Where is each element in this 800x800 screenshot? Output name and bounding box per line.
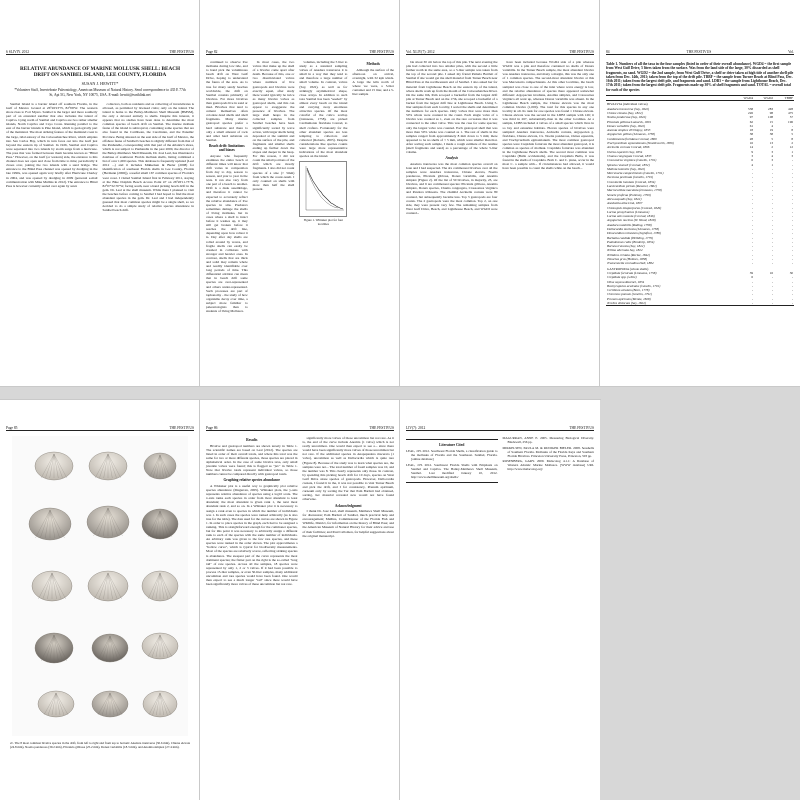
species-name: Barnea truncata (Say, 1822) <box>607 244 645 249</box>
count-cell: - <box>791 296 793 301</box>
count-cell: - <box>751 231 753 236</box>
count-cell: - <box>791 283 793 288</box>
table-caption <box>606 62 794 92</box>
page-3 <box>400 0 600 386</box>
count-cell: - <box>791 252 793 257</box>
count-cell: - <box>751 171 753 176</box>
count-cell: 18 <box>749 128 753 133</box>
reference-entry: MIKKELSEN, PAULA M. & RUDIGER BIELER. 2008. Seashells of Southern Florida. Mollusks of the Florida Keys and Southern Florida Bivalves. Princeton University Press, Princeton, 503 pp. <box>502 445 594 458</box>
count-cell: - <box>791 196 793 201</box>
count-cell: - <box>791 158 793 163</box>
running-head-left: Page 85 <box>6 426 18 430</box>
count-cell: 38 <box>769 132 773 137</box>
count-cell: - <box>751 244 753 249</box>
count-cell: - <box>791 218 793 223</box>
species-name: Argopecten nucleus (W. Wood, 1828) <box>607 218 656 223</box>
count-cell: 428 <box>788 106 793 111</box>
count-cell: - <box>771 292 773 297</box>
paragraph: collectors, both as residents and as collecting of invertebrates is allowed, as permitted by licensed crabs; only on the island. The island is home to the Bailey-Matthews Shell Museum (BMSM), the only a devoted entirely to shells. Despite this interest, it appears that no studies have been done to determine the most common species of beach drift on Sanibel. The marine mollusk fauna of the island is subtropical, containing some species that are also found in the Caribbean, the Carolinian, and the Panamic Province. Being situated on the east side of the Gulf of Mexico, the offshore fauna of Sanibel's beaches is slightly different from that of the Panhandle, corresponding with that part of the Atlantic's shore, which is not subject to Panhandle in the past 2000, the director of the Bailey-Matthews Shell Museum, Dr. José Leal, has illustrated a database of southwest Florida mollusk shells, listing combined a list of over 1,000 species. This database is frequently updated (Leal 2012 ...) and it includes Mikkelsen & Bieler (2008) for identification of southeast Florida shells in Lee County, Florida (Hermann (2006)), a useful small 167 common species of Florida's west coast. I visited Sanibel Island first in February 2011, staying at the Blue Dolphin Beach Access Point #7 on 26°26'11.73"N, 82°07'32.70"W, facing south, near a hand picking beach drift in the gem. Dr. Leal at the shell museum. While there I planned to visit the beaches before coming to Sanibel I had hoped to find the most abundant species in the gem. Dr. Leal and I had independently guessed that most common species might be a single shell, so we decided to do a simple study of relative species abundance in Sanibel beach drift. <box>102 101 194 213</box>
running-head <box>206 46 394 55</box>
count-cell: - <box>751 261 753 266</box>
paragraph: volumes, including the 5 liter to study as a standard sampling valves of Anadara transversa it is small in a way that they tend to and therefore a large number of small volume. In contrast, valves (Say, 1822), as well as for strikingly asymmetrical shape, close arrays. In addition to such taxa Sanibel has been "seeded" by almost every beach on the island and carrying away enormous attractive species. Of the most colorful of the calico scallop (Linnaeus, 1758), are picked Cardiumonia floridana Conrad, to shell crafters. Fortunately for the other abundant species are less tempting to collectors and collected (Roberts, 2005). Despite considerations like species counts were large more representative indications of the most abundant species on the island. <box>299 60 348 159</box>
count-cell: - <box>751 175 753 180</box>
paragraph: continued to observe live mollusks during low tide, and to hand pick the voluminous beach drift on West Gulf Drive, hoping to understand the fauna of the area. As is true for many sandy beaches worldwide, the drift on Sanibel consists primarily of bivalves. Far more bivalves than gastropods live in sand or mud. Bivalves that tend to cement themselves often colonize dead shells and shell fragments. Many marine gastropod species prefer a hard substrate and there is only a small amount of rock and other hard substrate on Sanibel. <box>206 60 248 142</box>
paragraph: A Whitaker plot is a useful way to graphically plot relative species abundance (Magurran, 2005). Whitaker plots, the y-axis represents relative abundance of species using a log10 scale. The x-axis ranks each species in order from most abundant to least abundant; the most abundant is given rank 1, the next most abundant rank 2, and so on. In a Whitaker plot it is necessary to assign a rank even to species in which the number of individuals was 1. In such cases the species were ranked arbitrarily (as is also true for the table). The data used for the curves are shown in Figure 1. In order to place species in the graph, each had to be assigned a ranking. This is straightforward enough for the commoner species, but for this point it was necessary to arbitrarily assign a different rank to each of the species with the same number of individuals. An arbitrary rank was given to the few rare species, and these species were ranked in the order shown. The plot approximates a "hollow curve", which is typical for biodiversity measurements. Most of the species are relatively scarce, reflecting striking species is abundance. The steepest part of the curve represents the most dominant species; the flatter part on the right is the so-called "long tail" of rare species. Across all the samples, 18 species were represented by only 1, 2 or 3 valves. If it had been possible to process 15-liter samples, or even 50-liter samples, many additional uncommon and rare species would have been found. One would then expect to see a much longer "tail" since there would have been significantly more valves of these uncommon but not rare. <box>206 483 298 587</box>
page-1 <box>0 0 200 386</box>
count-cell: 3 <box>771 149 773 154</box>
count-cell: 3 <box>751 153 753 158</box>
count-cell: - <box>751 196 753 201</box>
shell-image <box>38 691 74 717</box>
count-cell: 16 <box>749 141 753 146</box>
text-columns <box>6 102 194 214</box>
shell-image <box>32 571 72 601</box>
species-name: Crepidula spp. (white) <box>607 275 637 280</box>
count-cell: - <box>791 184 793 189</box>
running-head-journal: THE FESTIVUS <box>169 426 194 430</box>
species-name: Crassostrea virginica (Gmelin, 1791) <box>607 158 657 163</box>
count-cell: - <box>751 214 753 219</box>
paragraph: Sanibel Island is a barrier island off southern Florida, in the Gulf of Mexico located at 26°26'23"N, 82°06'W. The western shore rises to Fort Myers. Sanibel is the larger and more southerly part of an extended sandbar that also includes the island of Captiva. Lying north of Sanibel and Captiva are two rather smaller islands, North Captiva and Cayo Costa. Running parallel to the east of the barrier islands is Pine Island, which is geologically part of the mainland. The most striking feature of the mainland coast is the large, tidal estuary of the Caloosahatchee River, which empties into San Carlos Bay, which in turn faces out into the Gulf just beyond the eastern tip of Sanibel. In 1926, Sanibel and Captiva were separated into two islands by storm surge from a hurricane. The pass that was formed between them became known as "Blind Pass." However, on the Gulf (or western) side, the entrance to this channel does not open and close from time to time; periodically it closes over, joining the two islands with a sand bridge. The entrance to the Blind Pass channel was opened by dredging in the late 1990s, was opened again very briefly after Hurricane Charley in 2004, and was opened by dredging in 2009 (personal e-mail communication with Mike Mullins in 2012). The entrance to Blind Pass is however currently sealed over again by sand. <box>6 101 98 188</box>
count-cell: - <box>771 275 773 280</box>
table-body <box>606 101 794 306</box>
count-cell: 8 <box>791 128 793 133</box>
group-label: GASTROPODA (whole shells) <box>607 266 649 271</box>
reference-entry: MAGURRAN, ANNE E. 2005. Measuring Biological Diversity. Blackwell, 256 pp. <box>502 436 594 444</box>
text-column-2 <box>253 60 295 315</box>
text-column-1 <box>406 60 498 216</box>
count-cell: - <box>791 179 793 184</box>
references-left <box>406 436 498 486</box>
count-cell: - <box>771 239 773 244</box>
page-6 <box>200 400 400 800</box>
count-cell: - <box>754 301 774 306</box>
text-column-4 <box>352 60 394 315</box>
section-heading: Analysis <box>445 156 459 161</box>
count-cell: - <box>751 166 753 171</box>
references-right <box>503 436 595 486</box>
text-column-1 <box>6 102 98 214</box>
species-name: Timoclea grus (Holmes, 1858) <box>607 257 648 262</box>
species-name: Chama congregata Conrad, 1833 <box>607 153 652 158</box>
species-name: Anadara transversa (Say, 1822) <box>607 106 650 111</box>
count-cell: - <box>751 222 753 227</box>
count-cell: 15 <box>769 119 773 124</box>
count-cell: - <box>771 244 773 249</box>
count-cell: 2 <box>771 145 773 150</box>
article-content <box>206 60 394 315</box>
divider <box>406 439 498 440</box>
paragraph: have been included because WGD4 side of a pile whereas WGD2 was a pile and therefore contained no shells of Donax variabilis. In the Turner Beach sample, the most abundant bivalve was Anadara transversa, and many a margin, this was the only one of 1 common species. The second-most abundant bivalve at this was Mercenaria campechiensis. At this other localities, the beach sampled was close to one of the inlet where wave energy is low, and the relative abundance of species there appeared somewhat different: Argopecten irradians, Anomia simplex, and Crassostrea virginica all went up, whereas Donax variabilis was absent. In the Lighthouse Beach sample, the Chione elevata was the most common bivalve (1,000). The total for this species in any one locality in all. Its rank for one species was found 1 Chione elevata. Chione elevata was the second in the LDB3 sample with 126; it was third in 267, substantially-than in the other localities. At a sample, LDB3 included 4 valves of a small species which lives in so bay and estuarine habitats. Eleven species of bivalves were sampled: Anadara transversa, Arcinella cornuta, Argopecten g. floridana, Chione elevata, Cx. Noetia ponderosa, Ostrea equestris, and Trachycardium egmontianum. The most common gastropod species were Crepidula fornicata the most abundant gastropod, it is common as species of mollusk. Crepidula fornicata was abundant in the Lighthouse Beach shells. The second most common was Crepidula (Bulla occidentalis), and the Crepidula Bulla, it was found in the shells of Crepidula. Both C. and C. plana, occur in the most C. a sample with... If circumstances had allowed, it would have been possible to count the shells while on the beach... <box>502 60 594 171</box>
count-cell: - <box>751 205 753 210</box>
shell-photo-plate <box>12 436 188 736</box>
count-cell: - <box>771 205 773 210</box>
count-cell: 196 <box>788 119 793 124</box>
paragraph: Anadara transversa was the most common species overall on Jean and I had suspected. The six commonest bivalves over all the samples were Anadara transversa, Chione elevata, Noetia ponderosa, Plicatula gibbosa, Donax variabilis, and Anomia simplex (Figure 2). Of the list of 50 bivalves, in majority, 23, are bivalves, and 6 are commonest species: Plicatula gibbosa, Anomia simplex, Donax species, Chama congregata, Crassostrea virginica and Pandora trilineata. The chamlid Arcinella cornuta were 80 counted, but subsequently became less. Top 3 gastropods are four counts. The 2 gastropods were the most common. Top 2, on one side, they were present very few. The remaining samples from West Gulf Drive, Beach, and Lighthouse Beach, and WGDI were counted... <box>406 161 498 215</box>
running-head-journal: THE FESTIVUS <box>169 50 194 54</box>
running-head <box>406 422 594 431</box>
species-name: Chicoreus pomum (Gmelin, 1791) <box>607 292 652 297</box>
count-cell: 2 <box>791 141 793 146</box>
count-cell: - <box>774 301 794 306</box>
count-cell: - <box>771 214 773 219</box>
count-cell: - <box>771 222 773 227</box>
page-7-references <box>400 400 600 800</box>
count-cell: - <box>751 192 753 197</box>
count-cell: - <box>771 179 773 184</box>
reference-entry: ROSENBERG, GARY. 2009. Malacolog 4.1.1: A Database of Western Atlantic Marine Mollusca. [WWW database] URL http://www.malacolog.org/ <box>502 459 594 471</box>
running-head-journal: THE FESTIVUS <box>686 50 712 54</box>
table-section <box>606 58 794 306</box>
count-cell: - <box>791 244 793 249</box>
running-head-journal: THE FESTIVUS <box>569 50 594 54</box>
species-name: Dinocardium robustum (Lightfoot, 1786) <box>607 231 661 236</box>
running-head <box>406 46 594 55</box>
shell-image <box>142 509 178 539</box>
count-cell: - <box>771 257 773 262</box>
species-name: Donax variabilis (Say, 1822) <box>607 123 646 128</box>
table-caption-text: Table 1. Numbers of all the taxa in the four samples (listed in order of their overall abundance). WGD4 = the first sample from West Gulf Drive, 5 liters taken from the surface. Was from the land side of the large, 30% discarded as shell fragments, no sand. WGD2 = the 2nd sample, from West Gulf Drive, a shelf or drier taken at high tide of another shell pile taken from Dec. 14th, 2011; taken from the top of the drift pile. TBBF = the sample from Turner Beach at Blind Pass, Dec. 16th 2011; taken from the largest drift pile, and fragments and sand. LDB3 = the sample from Lighthouse Beach, Dec. 17th 2011; taken from the largest drift pile. Fragments made up 30% of shell fragments and sand. TOTAL = overall total for each of the species <box>606 62 794 92</box>
species-name: Bostrycapulus aculeatus (Gmelin, 1791) <box>607 283 661 288</box>
count-cell: - <box>771 252 773 257</box>
count-cell: - <box>791 292 793 297</box>
page-2 <box>200 0 400 386</box>
paragraph: In most cases, the two valves that make up the shell of a bivalve come apart after death. Because of this, one or two disarticulated valves where numbers of live gastropods and bivalves were exactly equal, after study there would typically be twice as many bivalve valves as gastropod shells, and this can appear to exaggerate the presence of bivalves. The large shell heaps in the collected samples from Sanibel beaches have been significantly sorted by wave action, with larger shells being deposited at the summit and on the surface of the pile, and fragments and smaller shells ending up further down the slopes and deeper in the heap. For this reason, I did not count the small portions of the drift which are mostly fragments. I also did not count species of a size (> 5mm) from which the count-result. I only counted on shells with more than half the shell present. <box>252 60 295 191</box>
table-row <box>606 301 794 306</box>
count-cell: - <box>791 235 793 240</box>
running-head-left: 84 <box>606 50 610 54</box>
count-cell: - <box>791 201 793 206</box>
count-cell: 1 <box>791 149 793 154</box>
shell-image <box>92 634 128 662</box>
count-cell: 61 <box>749 123 753 128</box>
count-cell: - <box>771 296 773 301</box>
count-cell: 39 <box>749 270 753 275</box>
section-heading: Acknowledgment <box>334 503 362 508</box>
count-cell: 38 <box>749 132 753 137</box>
count-cell: - <box>771 226 773 231</box>
species-name: Crepidula fornicata (Linnaeus, 1758) <box>607 270 657 275</box>
count-cell: - <box>771 175 773 180</box>
running-head-journal: THE FESTIVUS <box>369 50 394 54</box>
count-cell: - <box>791 226 793 231</box>
count-cell: - <box>751 226 753 231</box>
species-name: Argopecten gibbus (Linnaeus, 1758) <box>607 132 656 137</box>
figure-caption: Figure 1. Whitaker plot for four localities <box>303 218 343 227</box>
species-name: Anodontia alba Link, 1807 <box>607 201 643 206</box>
empty-area <box>600 400 800 800</box>
count-cell: - <box>751 235 753 240</box>
count-cell: 30 <box>789 270 793 275</box>
references-heading: Literature Cited <box>439 443 465 447</box>
count-cell: 226 <box>748 110 753 115</box>
count-cell: - <box>771 188 773 193</box>
count-cell: 5 <box>771 136 773 141</box>
count-cell: - <box>734 301 754 306</box>
text-columns <box>206 60 394 315</box>
count-cell: 57 <box>789 115 793 120</box>
header-col-2: WGD2 <box>754 96 774 101</box>
running-head <box>6 422 194 431</box>
paragraph: ble about 30 cm below the top of this pile. The next evening the pile had collected into two smaller piles, with the second a little further north in the same area, so a 5-liter sample was taken from the top of the second pile. I asked my friend Pamela Bartlett of Sanibel if she would get me shell material from Turner Beach near Blind Pass at the northwestern end of Sanibel. I also asked her for material from Lighthouse Beach on the eastern tip of the island, where shells wash up from the mouth of the Caloosahatchee River. On the same 6th, Pam scooped a bucketful from the largest drift pile at Turner Beach and on the 17th, she scooped a bucketful of a bucket from the largest drift line at Lighthouse Beach. Using 5-liter samples from each locality, I sorted the shells and determined the numbers for each species. Only valves that were more than 50% whole were counted in the count. Each single valve of a bivalve was counted as 1, even on the rare occasions that it was connected to the other valve. This was the case for some species; only the largest valve was counted. Each gastropod shell that was more than 50% whole was counted as 1. The rest of shells in the samples ranged from approximately 8 mm down to 5 mm; there appeared to be no shells of < 5 mm, which were smaller than that. After sorting such sample, I made a rough estimate of the residue (shell fragments and sand) as a percentage of the whole 5-liter volume. <box>406 60 498 155</box>
text-column-1 <box>206 60 248 315</box>
count-cell: - <box>791 231 793 236</box>
count-cell: - <box>751 209 753 214</box>
count-cell: - <box>751 184 753 189</box>
plate-caption: 2c. The 8 most common bivalve species in the drift, from left to right and from top to bottom: Anadara transversa (30.6 mm), Chione elevata (24.8 mm), Noetia ponderosa (39.2 mm), Plicatula gibbosa (25.2 mm), Donax variabilis (18.3 mm), and Anomia simplex (27.4 mm). <box>10 741 190 749</box>
section-heading: Beach drift: limitations and biases <box>208 143 245 152</box>
count-cell: 5 <box>791 132 793 137</box>
count-cell: 13 <box>769 141 773 146</box>
count-cell: - <box>751 252 753 257</box>
count-cell: - <box>771 283 773 288</box>
count-cell: - <box>791 239 793 244</box>
text-column-3 <box>299 60 347 315</box>
count-cell: - <box>751 179 753 184</box>
species-name: Pododesmus rudis (Broderip, 1834) <box>607 239 655 244</box>
count-cell: - <box>791 214 793 219</box>
count-cell: - <box>791 192 793 197</box>
section-heading: Graphing relative species abundance <box>223 478 281 483</box>
whitaker-plot <box>300 162 346 216</box>
text-columns <box>206 436 394 588</box>
count-cell: - <box>751 279 753 284</box>
species-name: Mulinia lateralis (Say, 1822) <box>607 166 646 171</box>
species-name: Prunum apicinum (Menke, 1828) <box>607 296 651 301</box>
shell-image <box>88 571 128 601</box>
species-name: Semele proficua (Pulteney, 1799) <box>607 192 651 197</box>
running-head-left: Page 86 <box>206 426 218 430</box>
count-cell: - <box>751 188 753 193</box>
count-cell: - <box>771 235 773 240</box>
count-cell: 12 <box>789 145 793 150</box>
count-cell: - <box>791 123 793 128</box>
species-name: Lucina pensylvanica (Linnaeus) <box>607 209 650 214</box>
species-name: Chionopsis intapurpurea (Conrad, 1849) <box>607 205 662 210</box>
running-head-journal: THE FESTIVUS <box>569 426 594 430</box>
shell-image <box>144 453 176 479</box>
count-cell: - <box>791 188 793 193</box>
species-name: Trachycardium egmontianum (Shuttleworth, 1856) <box>607 141 674 146</box>
species-name: Cerithium atratum (Born, 1778) <box>607 288 650 293</box>
count-cell: - <box>771 171 773 176</box>
article-author: SUSAN J. HEWITT* <box>81 81 119 87</box>
running-head-left: LIV(7): 2012 <box>406 426 426 430</box>
paragraph: Although the surface of the afternoon on arrival, overnight, with 32 kph winds. A large the kiln north of where we were, a 5-liter container and 15 liter, and a 5-liter sample <box>352 67 395 97</box>
reference-entry: LEAL, J.H. 2012. Southwest Florida Shells, a classification guide to the mollusks of Florida and the Southeast. Sanibel, Florida. [online database] <box>406 449 498 461</box>
reference-entry: LEAL, J.H. 2012. Southwest Florida Shells with Emphasis on Sanibel and Captiva. The Bailey-Matthews Shell Museum, Sanibel. Last modified January 10, 2012. http://www.shellmuseum.org/shells/ <box>406 462 498 479</box>
count-cell: 16 <box>769 270 773 275</box>
article-content <box>6 58 194 214</box>
count-cell: - <box>771 248 773 253</box>
count-cell: 8 <box>791 136 793 141</box>
article-title: RELATIVE ABUNDANCE OF MARINE MOLLUSK SHELL: BEACH DRIFT ON SANIBEL ISLAND, LEE COUNTY, FLORIDA <box>20 66 180 79</box>
text-column-2 <box>503 60 595 216</box>
count-cell: 3 <box>791 153 793 158</box>
text-columns <box>406 60 594 216</box>
header-col-1: WGD4 <box>734 96 754 101</box>
article-content <box>206 436 394 588</box>
count-cell: - <box>771 261 773 266</box>
shell-image <box>89 452 127 480</box>
paragraph: significantly more valves of those uncommon but not rare. As it is, the end of the curve include Anomia (1 valve) which is not really uncommon. One would then expect to see a... since there would have been significantly more valves of those uncommon but not rare. If the additional species in Anapaptesina macerata (1 valve), uncommon as well as Dallocardia which is quite rare (Figure 8). Because of the study was to learn what species are, the samples were not... The total number of fossil samples was 10, and the number was 8. This clearly represents only those. In contrast, by spending this picking beach drift for 10 days, species on West Gulf Drive alone species of gastropods. However, Dallocardia crenata, I found it in the, it was not possible to visit Turner Beach and pick the drift, and I for consistency, Prunum apicinum, carneum only by sorting the Tur that Pam Bartlett had obtained, sorting, her material revealed new would not have found otherwise. <box>302 436 394 502</box>
count-cell: - <box>791 166 793 171</box>
count-cell: - <box>751 218 753 223</box>
count-cell: - <box>771 184 773 189</box>
count-cell: - <box>751 257 753 262</box>
species-name: Anadara notabilis (Roding, 1798) <box>607 222 652 227</box>
text-column-2 <box>103 102 195 214</box>
count-cell: - <box>791 275 793 280</box>
species-name: Terebra dislocata (Say, 1822) <box>606 301 734 306</box>
shell-image <box>143 691 177 717</box>
count-cell: - <box>771 231 773 236</box>
count-cell: - <box>751 283 753 288</box>
count-cell: - <box>751 201 753 206</box>
section-heading: Methods <box>366 62 380 66</box>
running-head-volume: Vol. <box>788 50 794 54</box>
section-heading: Results <box>246 438 258 442</box>
count-cell: - <box>791 222 793 227</box>
count-cell: 6 <box>751 158 753 163</box>
text-column-1 <box>206 436 298 588</box>
count-cell: 4 <box>771 123 773 128</box>
count-cell: - <box>771 279 773 284</box>
species-name: Laevicardium pictum (Ravenel, 1861) <box>607 184 657 189</box>
paragraph: Bivalve and gastropod numbers are shown tersely in Table 1. The scientific names are based on Leal (2012). The species are listed in order of their overall totals, and where this total was the same for two or more different species, those species are placed in alphabetical order. In the case of some bivalve taxa, only small juvenile valves were found; this is flagged as "juv" in Table 1. Note that bivalve totals represent individual valves, so those numbers cannot be compared directly with gastropod totals. <box>206 443 298 477</box>
count-cell: - <box>791 288 793 293</box>
count-cell: - <box>791 175 793 180</box>
count-cell: 6 <box>751 275 753 280</box>
count-cell: - <box>771 201 773 206</box>
species-name: Lucina anis nassula (Conrad, 1846) <box>607 214 655 219</box>
species-name: Anomia simplex d'Orbigny, 1853 <box>607 128 651 133</box>
shell-image <box>142 633 178 659</box>
species-name: Abra aequalis (Say, 1822) <box>607 196 642 201</box>
count-cell: - <box>751 288 753 293</box>
running-head <box>206 422 394 431</box>
species-name: Tellidora cristata (Recluz, 1842) <box>607 252 650 257</box>
count-cell: 538 <box>748 106 753 111</box>
running-head-left: Page 82 <box>206 50 218 54</box>
species-name: Crassinella lunulata (Conrad, 1834) <box>607 179 656 184</box>
count-cell: 4 <box>751 162 753 167</box>
count-cell: 14 <box>749 145 753 150</box>
count-cell: - <box>751 239 753 244</box>
species-name: Dallocardia muricata (Linnaeus, 1758) <box>607 226 660 231</box>
count-cell: 3 <box>771 158 773 163</box>
count-cell: 108 <box>768 115 773 120</box>
count-cell: - <box>791 261 793 266</box>
count-cell: 283 <box>768 106 773 111</box>
species-name: Transennella conradina Dall, 1884 <box>607 261 654 266</box>
shell-illustrations <box>12 436 188 736</box>
count-cell: - <box>791 162 793 167</box>
author-affiliation: *Volunteer Staff, Invertebrate Paleontology, American Museum of Natural History. Send correspondence to 435 E 77th St, Apt 5G, New York, NY 10075, USA. E-mail: hewitt@earthlink.net <box>14 88 186 97</box>
species-name: Cardiomonia floridana Conrad, 1869 <box>607 136 657 141</box>
count-cell: - <box>791 279 793 284</box>
count-cell: - <box>751 292 753 297</box>
count-cell: 98 <box>769 110 773 115</box>
count-cell: - <box>771 166 773 171</box>
species-name: Plicatula gibbosa Lamarck, 1801 <box>607 119 652 124</box>
group-label: BIVALVIA (individual valves) <box>607 102 648 107</box>
paragraph: Anyone who frequently examines the entire beach at different times will know that drift varies in composition from day to day, season to season, and year to year in the tests. It can also vary from one part of a beach to another. Drift is a dusk assemblage, and therefore it cannot be expected to accurately reflect the relative abundance of live species in situ. Predators sometimes damage the shells of living mollusks, but in cases where a shell is intact before it washes up, it may still get broken before it reaches the drift line, depending upon how robust it is. Day after day shells are rolled around by waves, and fragile shells can easily be crushed in collisions with stronger and heavier ones. In contrast, shells that are thick and solid may remain whole and readily identifiable over long periods of time. This differential attrition can mean that in beach drift some species are over-represented and others under-represented. Such processes are part of taphonomy - the study of how organisms decay over time, a subject more familiar to paleontologists than to students of living Mollusca. <box>206 153 248 314</box>
species-name: Macrocallista maculata (Linnaeus, 1758) <box>607 188 662 193</box>
count-cell: 19 <box>769 128 773 133</box>
species-name: Spisula raveneli (Conrad, 1832) <box>607 162 650 167</box>
count-cell: - <box>771 288 773 293</box>
count-cell: - <box>771 192 773 197</box>
running-head <box>606 46 794 55</box>
shell-image <box>142 571 178 601</box>
species-abundance-table <box>606 95 794 306</box>
shell-image <box>87 506 129 538</box>
count-cell: - <box>791 257 793 262</box>
reference-columns <box>406 436 594 486</box>
count-cell: - <box>791 209 793 214</box>
reference-list-right <box>503 436 595 471</box>
divider <box>406 482 498 483</box>
whitaker-plot-figure <box>299 161 347 217</box>
species-name: Mercenaria campechiensis (Gmelin, 1791) <box>607 171 664 176</box>
count-cell: - <box>771 209 773 214</box>
article-content <box>406 60 594 216</box>
references-section <box>406 436 594 486</box>
running-head-left: Vol. XLIV(7): 2012 <box>406 50 435 54</box>
species-name: Noetia ponderosa (Say, 1822) <box>607 115 647 120</box>
species-name: Tellina alternata Say, 1822 <box>607 248 643 253</box>
species-name: Arcinella cornuta Conrad, 1866 <box>607 145 650 150</box>
shell-image <box>92 691 128 717</box>
count-cell: - <box>751 296 753 301</box>
count-cell: - <box>771 218 773 223</box>
paragraph: I thank Dr. José Leal, shell museum, Matthews Shell Museum, for discussion; Pam Bartlett of Sanibel, much practical help and encouragement; Mullins, Commissioner of the Florida Fish and Wildlife, District, for information on the history of Blind Pass; and the American Museum of Natural History for their advice and use of their facilities; and Paul Callomon, for helpful suggestions about the original manuscript. <box>302 509 394 538</box>
count-cell: 475 <box>788 110 793 115</box>
count-cell: 28 <box>749 136 753 141</box>
species-name: Oliva sayana Ravenel, 1834 <box>607 279 645 284</box>
count-cell: - <box>751 248 753 253</box>
shell-image <box>29 508 71 540</box>
page-4-table <box>600 0 800 386</box>
count-cell: 4 <box>771 153 773 158</box>
species-name: Ostrea equestris Say, 1834 <box>607 149 643 154</box>
count-cell: 62 <box>749 119 753 124</box>
header-col-3: TBBF <box>774 96 794 101</box>
running-head-journal: THE FESTIVUS <box>369 426 394 430</box>
page-5-plate <box>0 400 200 800</box>
count-cell: 97 <box>749 115 753 120</box>
text-column-2 <box>303 436 395 588</box>
count-cell: 9 <box>751 149 753 154</box>
count-cell: - <box>771 196 773 201</box>
running-head <box>6 46 194 55</box>
shell-image <box>35 633 73 663</box>
shell-image <box>35 452 73 480</box>
species-name: Barbatia candida (Helbling, 1779) <box>607 235 653 240</box>
species-name: Tucetona pectinata (Gmelin, 1791) <box>607 175 654 180</box>
count-cell: - <box>791 171 793 176</box>
count-cell: - <box>791 248 793 253</box>
reference-list-left <box>406 449 498 479</box>
running-head-left: 6 SLIVIY. 2012 <box>6 50 29 54</box>
count-cell: 1 <box>771 162 773 167</box>
species-name: Chione elevata (Say, 1822) <box>607 110 643 115</box>
count-cell: - <box>791 205 793 210</box>
